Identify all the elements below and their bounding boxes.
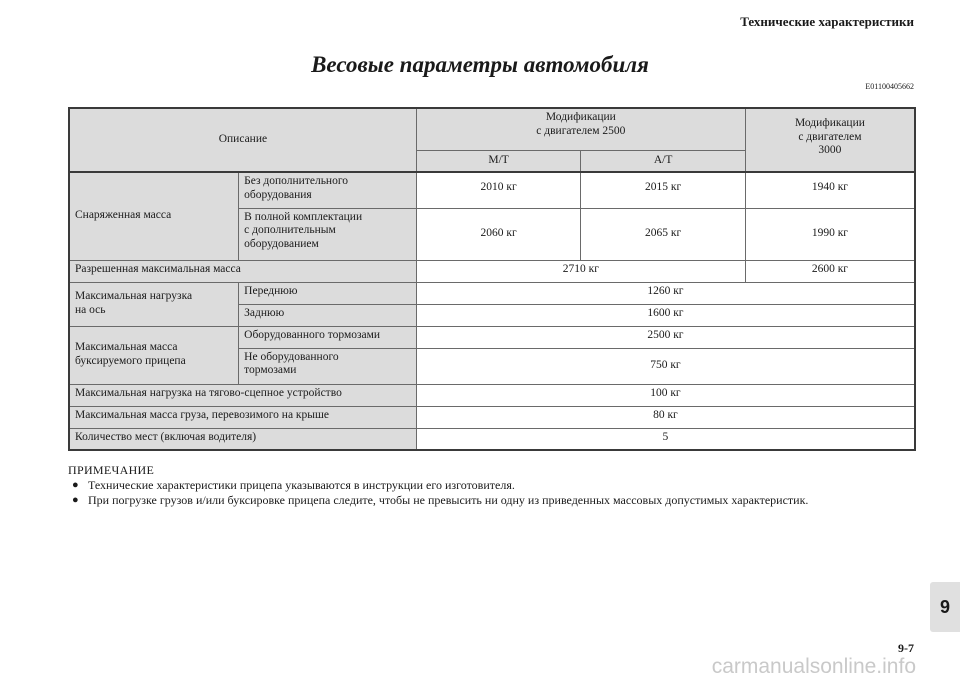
curb-mass-base-at: 2015 кг — [581, 172, 746, 208]
header-mt: M/T — [416, 150, 581, 172]
axle-rear-value: 1600 кг — [416, 304, 915, 326]
curb-mass-full-at: 2065 кг — [581, 208, 746, 260]
trailer-mass-label: Максимальная масса буксируемого прицепа — [69, 326, 239, 384]
curb-mass-base-3000: 1940 кг — [745, 172, 915, 208]
curb-mass-label: Снаряженная масса — [69, 172, 239, 260]
section-header: Технические характеристики — [740, 14, 914, 29]
header-mod-3000: Модификации с двигателем 3000 — [745, 108, 915, 172]
curb-mass-full-mt: 2060 кг — [416, 208, 581, 260]
trailer-unbraked-label: Не оборудованного тормозами — [239, 348, 417, 384]
bullet-icon: ● — [72, 479, 79, 491]
page-title: Весовые параметры автомобиля — [311, 52, 649, 77]
curb-mass-base-label: Без дополнительного оборудования — [239, 172, 417, 208]
axle-front-label: Переднюю — [239, 282, 417, 304]
trailer-unbraked-value: 750 кг — [416, 348, 915, 384]
weight-spec-table — [68, 107, 916, 451]
axle-load-label: Максимальная нагрузка на ось — [69, 282, 239, 326]
roof-load-label: Максимальная масса груза, перевозимого на крыше — [69, 406, 416, 428]
note-item — [68, 493, 808, 508]
note-block — [68, 463, 808, 508]
curb-mass-full-3000: 1990 кг — [745, 208, 915, 260]
note-item-text: При погрузке грузов и/или буксировке прицепа следите, чтобы не превысить ни одну из приведенных массовых допустимых характеристик. — [88, 493, 809, 507]
document-code: E01100405662 — [865, 82, 914, 91]
note-title: ПРИМЕЧАНИЕ — [68, 463, 155, 477]
trailer-braked-value: 2500 кг — [416, 326, 915, 348]
axle-front-value: 1260 кг — [416, 282, 915, 304]
gross-mass-label: Разрешенная максимальная масса — [69, 260, 416, 282]
gross-mass-3000: 2600 кг — [745, 260, 915, 282]
tow-hitch-label: Максимальная нагрузка на тягово-сцепное устройство — [69, 384, 416, 406]
bullet-icon: ● — [72, 494, 79, 506]
note-item — [68, 478, 808, 493]
note-item-text: Технические характеристики прицепа указываются в инструкции его изготовителя. — [88, 478, 515, 492]
header-mod-2500: Модификации с двигателем 2500 — [416, 108, 745, 150]
trailer-braked-label: Оборудованного тормозами — [239, 326, 417, 348]
axle-rear-label: Заднюю — [239, 304, 417, 326]
seats-label: Количество мест (включая водителя) — [69, 428, 416, 450]
seats-value: 5 — [416, 428, 915, 450]
tow-hitch-value: 100 кг — [416, 384, 915, 406]
header-at: A/T — [581, 150, 746, 172]
chapter-tab: 9 — [930, 582, 960, 632]
curb-mass-base-mt: 2010 кг — [416, 172, 581, 208]
gross-mass-2500: 2710 кг — [416, 260, 745, 282]
curb-mass-full-label: В полной комплектации с дополнительным оборудованием — [239, 208, 417, 260]
watermark-text: carmanualsonline.info — [711, 655, 916, 678]
page-number: 9-7 — [898, 641, 914, 655]
roof-load-value: 80 кг — [416, 406, 915, 428]
header-description: Описание — [69, 108, 416, 172]
